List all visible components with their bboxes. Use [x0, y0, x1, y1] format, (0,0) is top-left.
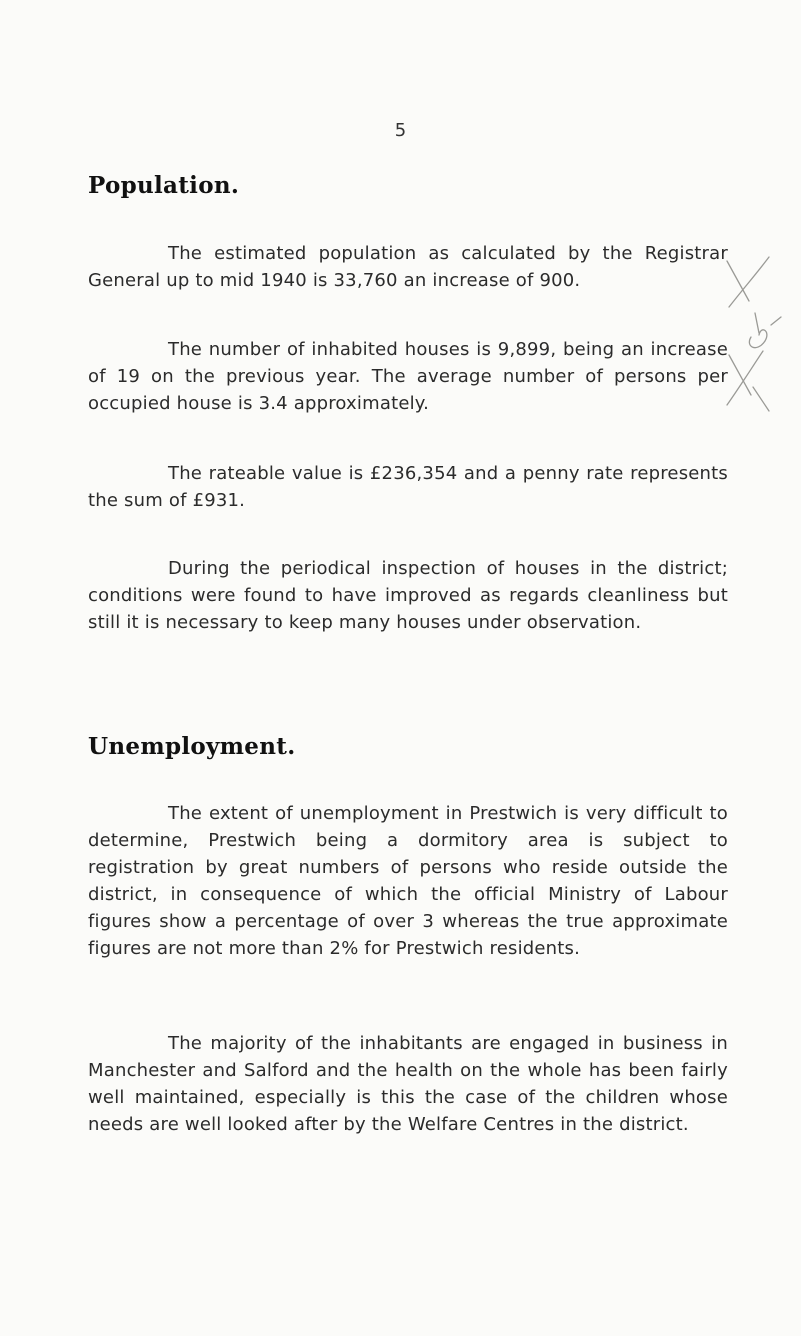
section-heading-population: Population. [88, 172, 240, 199]
section-heading-unemployment: Unemployment. [88, 733, 296, 760]
page-number: 5 [394, 120, 407, 141]
pencil-margin-mark-icon [721, 255, 801, 420]
paragraph-inhabited-houses: The number of inhabited houses is 9,899, being an increase of 19 on the previous year. The average number of persons per occupied house is 3.4 approximately. [88, 339, 728, 414]
paragraph-population-estimate: The estimated population as calculated by the Registrar General up to mid 1940 is 33,760 an increase of 900. [88, 243, 728, 291]
paragraph-unemployment-extent: The extent of unemployment in Prestwich is very difficult to determine, Prestwich being a dormitory area is subject to registration by great numbers of persons who reside outside the district, in consequence of which the official Ministry of Labour figures show a percentage of over 3 whereas the true approximate figures are not more than 2% for Prestwich residents. [88, 803, 728, 959]
paragraph-house-inspection: During the periodical inspection of houses in the district; conditions were found to have improved as regards cleanliness but still it is necessary to keep many houses under observation. [88, 558, 728, 633]
paragraph-inhabitants-health: The majority of the inhabitants are engaged in business in Manchester and Salford and the health on the whole has been fairly well maintained, especially is this the case of the children whose needs are well looked after by the Welfare Centres in the district. [88, 1033, 728, 1135]
paragraph-rateable-value: The rateable value is £236,354 and a penny rate represents the sum of £931. [88, 463, 728, 511]
